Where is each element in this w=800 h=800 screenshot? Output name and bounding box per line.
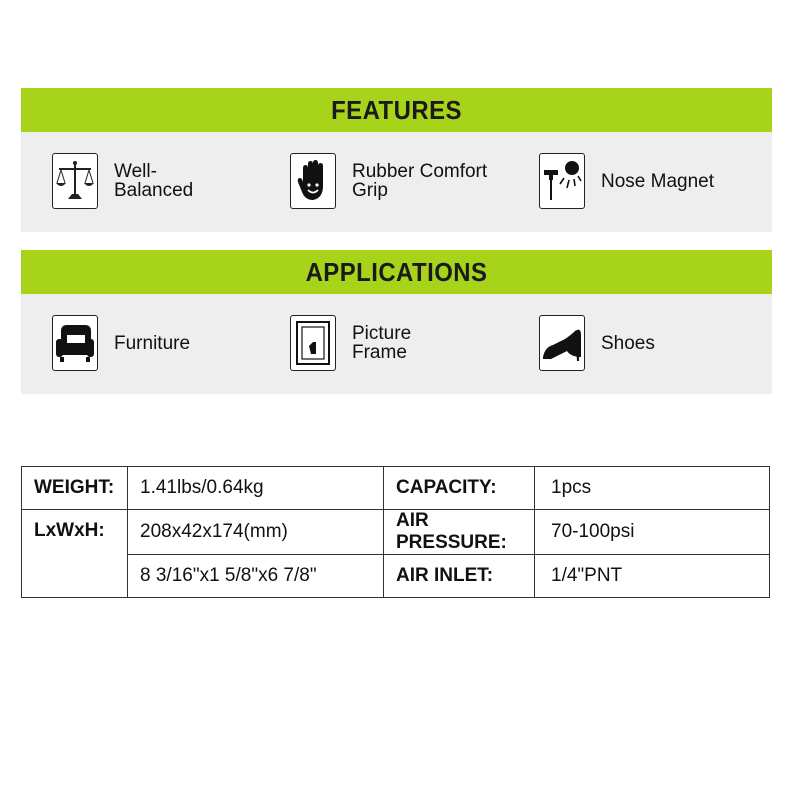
- capacity-label: CAPACITY:: [384, 467, 535, 510]
- application-label: Furniture: [114, 332, 191, 354]
- features-title: FEATURES: [331, 95, 462, 125]
- table-row: [22, 555, 770, 598]
- weight-value: 1.41lbs/0.64kg: [128, 467, 384, 510]
- feature-nose-magnet: [539, 153, 714, 209]
- feature-well-balanced: [52, 153, 193, 209]
- applications-panel: [21, 294, 772, 394]
- air-inlet-value: 1/4"PNT: [535, 555, 770, 598]
- features-panel: [21, 132, 772, 232]
- feature-label: Nose Magnet: [601, 170, 715, 192]
- air-pressure-value: 70-100psi: [535, 510, 770, 555]
- application-label: Picture Frame: [352, 323, 412, 363]
- application-picture-frame: [290, 315, 411, 371]
- feature-label: Rubber Comfort Grip: [352, 161, 488, 201]
- table-row: [22, 467, 770, 510]
- features-header: [21, 88, 772, 132]
- weight-label: WEIGHT:: [22, 467, 128, 510]
- air-pressure-label: AIR PRESSURE:: [384, 510, 535, 555]
- high-heel-shoe-icon: [539, 315, 585, 371]
- capacity-value: 1pcs: [535, 467, 770, 510]
- feature-label: Well- Balanced: [114, 161, 194, 201]
- balance-scale-icon: [52, 153, 98, 209]
- magnet-nail-icon: [539, 153, 585, 209]
- air-inlet-label: AIR INLET:: [384, 555, 535, 598]
- application-label: Shoes: [601, 332, 655, 354]
- sofa-icon: [52, 315, 98, 371]
- application-shoes: [539, 315, 655, 371]
- specs-table: [21, 466, 770, 598]
- dims-metric-value: 208x42x174(mm): [128, 510, 384, 555]
- hand-icon: [290, 153, 336, 209]
- dims-imperial-value: 8 3/16"x1 5/8"x6 7/8": [128, 555, 384, 598]
- applications-header: [21, 250, 772, 294]
- table-row: [22, 510, 770, 555]
- dims-label: LxWxH:: [22, 510, 128, 598]
- applications-title: APPLICATIONS: [305, 257, 488, 287]
- feature-rubber-grip: [290, 153, 487, 209]
- application-furniture: [52, 315, 190, 371]
- picture-frame-icon: [290, 315, 336, 371]
